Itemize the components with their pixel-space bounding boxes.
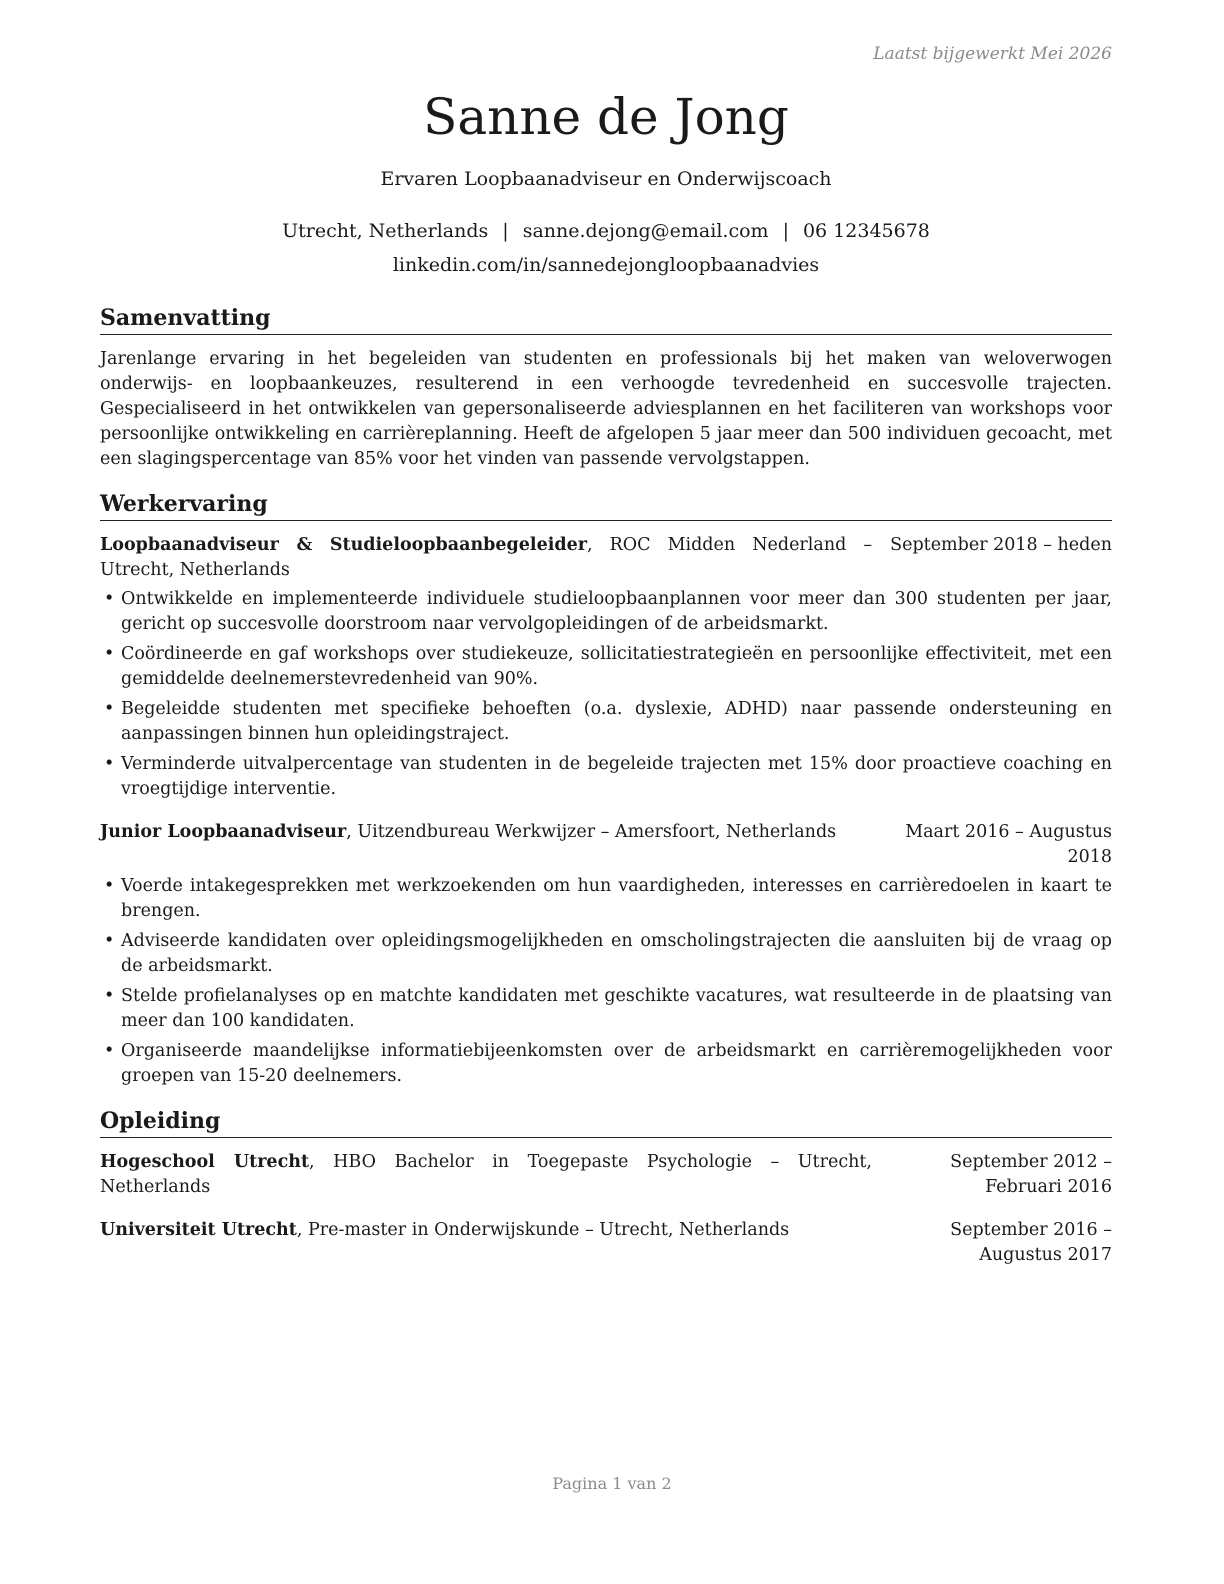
job-entry: [100, 820, 1112, 1089]
list-item: [100, 642, 1112, 692]
bullet-text: Stelde profielanalyses op en matchte kandidaten met geschikte vacatures, wat resulteerde in de plaatsing van meer dan 100 kandidaten.: [121, 986, 1112, 1031]
bullet-text: Ontwikkelde en implementeerde individuele studieloopbaanplannen voor meer dan 300 studenten per jaar, gericht op succesvolle doorstroom naar vervolgopleidingen of de arbeidsmarkt.: [121, 589, 1112, 634]
contact-separator: |: [502, 220, 509, 242]
education-dates: September 2012 – Februari 2016: [950, 1152, 1112, 1197]
job-dates: Maart 2016 – Augustus 2018: [905, 822, 1112, 867]
contact-line: [100, 218, 1112, 244]
bullet-text: Begeleidde studenten met specifieke behoeften (o.a. dyslexie, ADHD) naar passende ondersteuning en aanpassingen binnen hun opleidingstraject.: [121, 699, 1112, 744]
bullet-icon: •: [104, 699, 115, 719]
contact-separator: |: [782, 220, 789, 242]
education-title: Opleiding: [100, 1107, 1112, 1138]
job-entry: [100, 533, 1112, 802]
contact-email[interactable]: sanne.dejong@email.com: [522, 220, 769, 242]
job-role: Junior Loopbaanadviseur: [100, 822, 347, 842]
bullet-text: Adviseerde kandidaten over opleidingsmogelijkheden en omscholingstrajecten die aansluiten bij de vraag op de arbeidsmarkt.: [121, 931, 1112, 976]
job-dates: September 2018 – heden: [890, 535, 1112, 555]
education-entry: [100, 1218, 1112, 1268]
candidate-name: Sanne de Jong: [423, 88, 789, 146]
contact-phone[interactable]: 06 12345678: [802, 220, 930, 242]
bullet-icon: •: [104, 644, 115, 664]
bullet-text: Coördineerde en gaf workshops over studiekeuze, sollicitatiestrategieën en persoonlijke effectiviteit, met een gemiddelde deelnemerstevredenheid van 90%.: [121, 644, 1112, 689]
education-header: [100, 1150, 1112, 1200]
education-title-line: [100, 1150, 872, 1200]
experience-section: [100, 490, 1112, 1089]
bullet-icon: •: [104, 589, 115, 609]
bullet-text: Organiseerde maandelijkse informatiebijeenkomsten over de arbeidsmarkt en carrièremogelijkheden voor groepen van 15-20 deelnemers.: [121, 1041, 1112, 1086]
education-entry: [100, 1150, 1112, 1200]
job-role: Loopbaanadviseur & Studieloopbaanbegeleider: [100, 535, 587, 555]
job-organization: , Uitzendbureau Werkwijzer – Amersfoort, Netherlands: [346, 822, 837, 842]
bullet-icon: •: [104, 931, 115, 951]
candidate-headline: Ervaren Loopbaanadviseur en Onderwijscoach: [380, 168, 832, 190]
job-organization: , ROC Midden Nederland – Utrecht, Netherlands: [100, 535, 873, 580]
list-item: [100, 697, 1112, 747]
bullet-icon: •: [104, 1041, 115, 1061]
page-number: Pagina 1 van 2: [552, 1474, 672, 1493]
education-header: [100, 1218, 1112, 1268]
job-header: [100, 533, 1112, 583]
resume-body: [100, 304, 1112, 1286]
bullet-text: Verminderde uitvalpercentage van studenten in de begeleide trajecten met 15% door proactieve coaching en vroegtijdige interventie.: [121, 754, 1112, 799]
bullet-text: Voerde intakegesprekken met werkzoekenden om hun vaardigheden, interesses en carrièredoelen in kaart te brengen.: [121, 876, 1112, 921]
summary-section: [100, 304, 1112, 472]
resume-header: [100, 86, 1112, 278]
list-item: [100, 587, 1112, 637]
contact-linkedin[interactable]: linkedin.com/in/sannedejongloopbaanadvies: [392, 254, 820, 276]
list-item: [100, 929, 1112, 979]
education-title-line: [100, 1218, 872, 1268]
education-school: Universiteit Utrecht: [100, 1220, 297, 1240]
bullet-icon: •: [104, 986, 115, 1006]
summary-title: Samenvatting: [100, 304, 1112, 335]
list-item: [100, 752, 1112, 802]
education-dates: September 2016 – Augustus 2017: [950, 1220, 1112, 1265]
experience-title: Werkervaring: [100, 490, 1112, 521]
bullet-icon: •: [104, 754, 115, 774]
last-updated-note: Laatst bijgewerkt Mei 2026: [873, 44, 1112, 64]
list-item: [100, 984, 1112, 1034]
job-title-line: [100, 820, 872, 870]
job-header: [100, 820, 1112, 870]
list-item: [100, 1039, 1112, 1089]
job-bullets: [100, 874, 1112, 1089]
list-item: [100, 874, 1112, 924]
bullet-icon: •: [104, 876, 115, 896]
contact-location: Utrecht, Netherlands: [282, 220, 489, 242]
education-detail: , Pre-master in Onderwijskunde – Utrecht, Netherlands: [296, 1220, 790, 1240]
education-section: [100, 1107, 1112, 1268]
job-bullets: [100, 587, 1112, 802]
job-title-line: [100, 533, 872, 583]
education-school: Hogeschool Utrecht: [100, 1152, 310, 1172]
summary-text: Jarenlange ervaring in het begeleiden van studenten en professionals bij het maken van weloverwogen onderwijs- en loopbaankeuzes, resulterend in een verhoogde tevredenheid en succesvolle trajecten. Gespecialiseerd in het ontwikkelen van gepersonaliseerde adviesplannen en het faciliteren van workshops voor persoonlijke ontwikkeling en carrièreplanning. Heeft de afgelopen 5 jaar meer dan 500 individuen gecoacht, met een slagingspercentage van 85% voor het vinden van passende vervolgstappen.: [100, 349, 1112, 469]
education-detail: , HBO Bachelor in Toegepaste Psychologie – Utrecht, Netherlands: [100, 1152, 872, 1197]
